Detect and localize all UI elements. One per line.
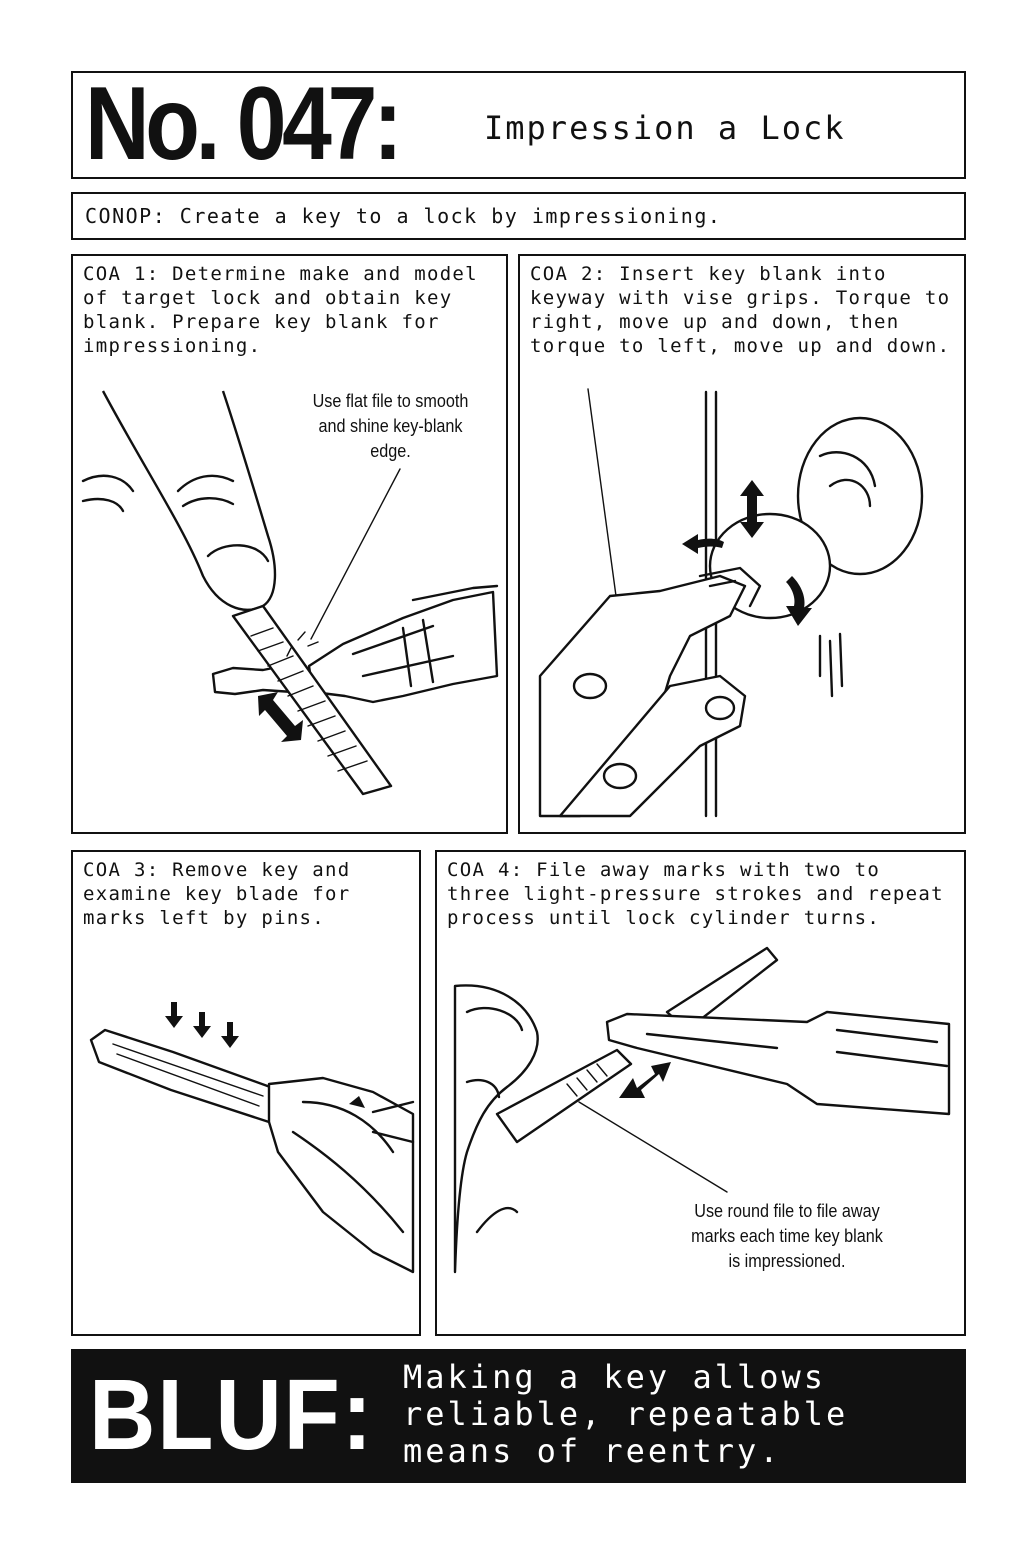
page-header [71, 66, 966, 182]
bluf-text: Making a key allows reliable, repeatable means of reentry. [403, 1358, 871, 1470]
conop-text: CONOP: Create a key to a lock by impressioning. [85, 204, 722, 228]
panel-coa-2 [518, 254, 966, 834]
bluf-label: BLUF: [89, 1359, 375, 1471]
panel-coa-4-text: COA 4: File away marks with two to three light-pressure strokes and repeat process until lock cylinder turns. [447, 859, 957, 929]
panel-coa-4 [435, 850, 966, 1336]
conop-box [71, 192, 966, 240]
key-examination-illustration [73, 852, 423, 1338]
panel-coa-1-text: COA 1: Determine make and model of target lock and obtain key blank. Prepare key blank for impressioning. [83, 263, 491, 357]
bluf-banner [71, 1349, 966, 1483]
round-file-callout: Use round file to file away marks each time key blank is impressioned. [691, 1201, 883, 1271]
flat-file-callout: Use flat file to smooth and shine key-blank edge. [312, 391, 469, 461]
page-title: Impression a Lock [484, 109, 846, 147]
skill-number: No. 047: [85, 66, 399, 182]
panel-coa-3 [71, 850, 421, 1336]
panel-coa-2-text: COA 2: Insert key blank into keyway with vise grips. Torque to right, move up and down, then torque to left, move up and down. [530, 263, 964, 357]
panel-coa-1 [71, 254, 508, 834]
round-file-illustration [437, 852, 968, 1338]
vise-grip-illustration [520, 256, 968, 836]
flat-file-illustration [73, 256, 510, 836]
panel-coa-3-text: COA 3: Remove key and examine key blade for marks left by pins. [83, 859, 364, 929]
